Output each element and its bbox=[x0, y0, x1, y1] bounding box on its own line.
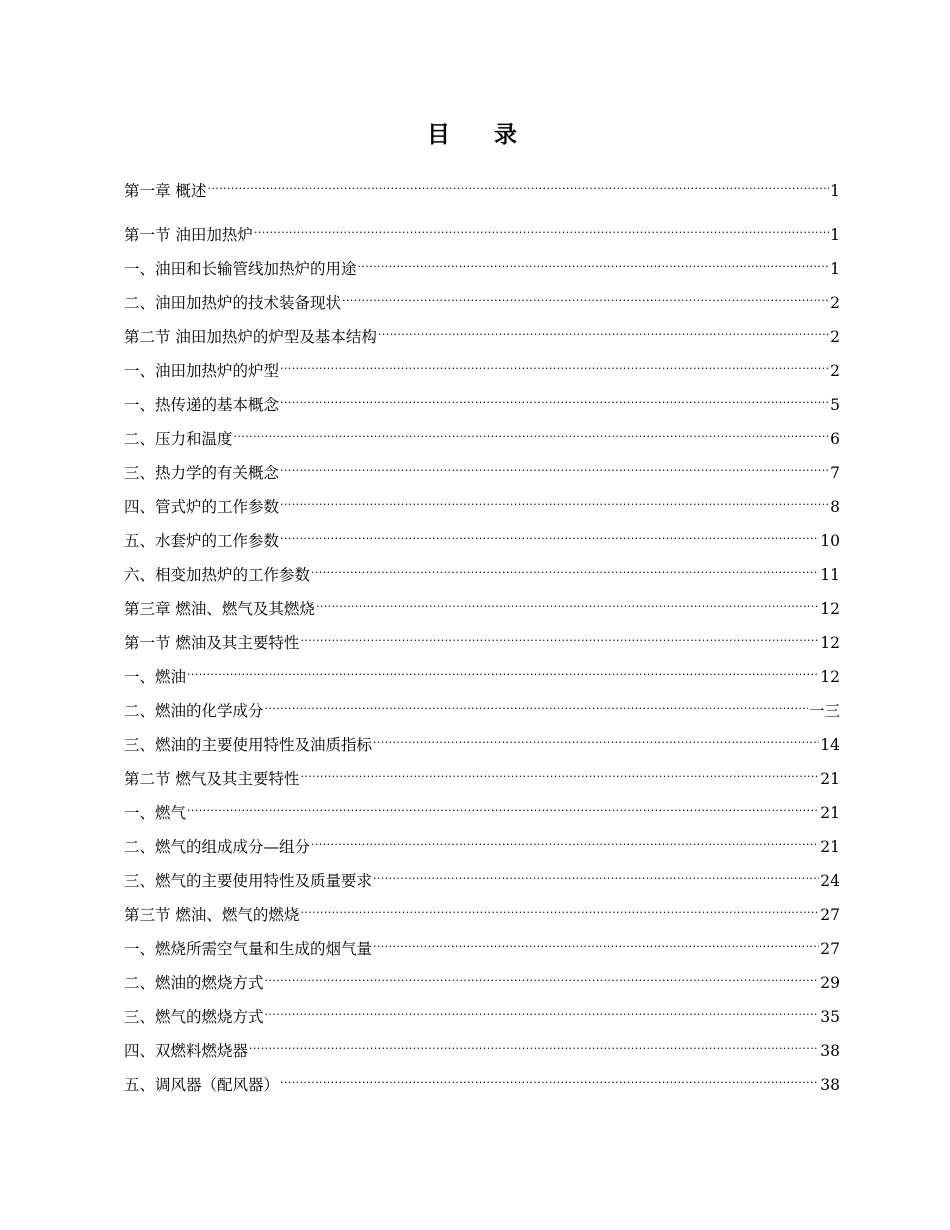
toc-entry[interactable] bbox=[124, 658, 840, 686]
toc-entry-page-number: 1 bbox=[830, 260, 840, 278]
toc-entry[interactable] bbox=[124, 386, 840, 414]
toc-entry-label: 第二节 油田加热炉的炉型及基本结构 bbox=[124, 328, 377, 346]
toc-entry-label: 五、调风器（配风器） bbox=[124, 1076, 280, 1094]
toc-entry-page-number: 8 bbox=[830, 498, 840, 516]
toc-entry-page-number: 10 bbox=[820, 532, 840, 550]
toc-dot-leader bbox=[300, 896, 819, 920]
toc-entry-label: 六、相变加热炉的工作参数 bbox=[124, 566, 311, 584]
toc-dot-leader bbox=[316, 590, 819, 614]
toc-entry-label: 三、热力学的有关概念 bbox=[124, 464, 280, 482]
toc-entry-label: 二、油田加热炉的技术装备现状 bbox=[124, 294, 342, 312]
toc-entry-page-number: 12 bbox=[820, 668, 840, 686]
toc-entry-page-number: 1 bbox=[830, 226, 840, 244]
toc-entry[interactable] bbox=[124, 1032, 840, 1060]
toc-entry[interactable] bbox=[124, 318, 840, 346]
toc-entry[interactable] bbox=[124, 624, 840, 652]
toc-entry-label: 三、燃气的主要使用特性及质量要求 bbox=[124, 872, 373, 890]
toc-entry[interactable] bbox=[124, 964, 840, 992]
toc-dot-leader bbox=[280, 488, 829, 512]
toc-entry[interactable] bbox=[124, 896, 840, 924]
toc-dot-leader bbox=[300, 624, 819, 648]
toc-entry-label: 一、燃油 bbox=[124, 668, 187, 686]
toc-entry-label: 第一节 燃油及其主要特性 bbox=[124, 634, 300, 652]
toc-entry-label: 四、双燃料燃烧器 bbox=[124, 1042, 249, 1060]
toc-entry-page-number: 14 bbox=[820, 736, 840, 754]
toc-entry-label: 第三节 燃油、燃气的燃烧 bbox=[124, 906, 300, 924]
toc-entry-label: 一、油田和长输管线加热炉的用途 bbox=[124, 260, 357, 278]
toc-entry-page-number: 一三 bbox=[808, 702, 840, 720]
toc-entry-label: 三、燃气的燃烧方式 bbox=[124, 1008, 264, 1026]
toc-entry[interactable] bbox=[124, 250, 840, 278]
toc-dot-leader bbox=[187, 658, 819, 682]
toc-entry[interactable] bbox=[124, 590, 840, 618]
toc-entry-page-number: 35 bbox=[820, 1008, 840, 1026]
toc-entry-page-number: 12 bbox=[820, 634, 840, 652]
toc-dot-leader bbox=[187, 794, 819, 818]
toc-entry[interactable] bbox=[124, 522, 840, 550]
toc-entry-label: 四、管式炉的工作参数 bbox=[124, 498, 280, 516]
toc-entry-page-number: 29 bbox=[820, 974, 840, 992]
toc-entry-page-number: 2 bbox=[830, 362, 840, 380]
toc-dot-leader bbox=[234, 420, 830, 444]
toc-entry-label: 二、燃油的燃烧方式 bbox=[124, 974, 264, 992]
toc-dot-leader bbox=[342, 284, 829, 308]
toc-entry[interactable] bbox=[124, 352, 840, 380]
toc-dot-leader bbox=[265, 998, 820, 1022]
toc-dot-leader bbox=[300, 760, 819, 784]
toc-entry-label: 一、热传递的基本概念 bbox=[124, 396, 280, 414]
toc-entry[interactable] bbox=[124, 726, 840, 754]
toc-entry-page-number: 12 bbox=[820, 600, 840, 618]
toc-entry-page-number: 38 bbox=[820, 1076, 840, 1094]
toc-entry-page-number: 11 bbox=[820, 566, 840, 584]
toc-dot-leader bbox=[280, 386, 829, 410]
toc-entry[interactable] bbox=[124, 172, 840, 200]
toc-dot-leader bbox=[311, 828, 819, 852]
toc-entry-page-number: 1 bbox=[830, 182, 840, 200]
toc-dot-leader bbox=[373, 862, 819, 886]
toc-entry-label: 第一节 油田加热炉 bbox=[124, 226, 253, 244]
toc-entry-page-number: 27 bbox=[820, 940, 840, 958]
toc-entry-label: 第一章 概述 bbox=[124, 182, 207, 200]
toc-entry[interactable] bbox=[124, 488, 840, 516]
toc-dot-leader bbox=[280, 352, 829, 376]
toc-dot-leader bbox=[358, 250, 830, 274]
toc-dot-leader bbox=[265, 692, 808, 716]
toc-dot-leader bbox=[280, 1066, 819, 1090]
toc-entry-page-number: 27 bbox=[820, 906, 840, 924]
toc-dot-leader bbox=[280, 454, 829, 478]
toc-entry-page-number: 24 bbox=[820, 872, 840, 890]
toc-entry[interactable] bbox=[124, 1066, 840, 1094]
toc-entry[interactable] bbox=[124, 216, 840, 244]
toc-entry[interactable] bbox=[124, 454, 840, 482]
toc-dot-leader bbox=[254, 216, 829, 240]
toc-entry-label: 二、燃油的化学成分 bbox=[124, 702, 264, 720]
toc-entry-page-number: 38 bbox=[820, 1042, 840, 1060]
toc-entry-label: 第三章 燃油、燃气及其燃烧 bbox=[124, 600, 315, 618]
toc-entry-page-number: 6 bbox=[830, 430, 840, 448]
toc-dot-leader bbox=[207, 172, 829, 196]
toc-entry-page-number: 21 bbox=[820, 770, 840, 788]
toc-entry[interactable] bbox=[124, 930, 840, 958]
toc-entry-label: 二、燃气的组成成分—组分 bbox=[124, 838, 311, 856]
toc-entry[interactable] bbox=[124, 998, 840, 1026]
toc-entry-label: 一、燃气 bbox=[124, 804, 187, 822]
toc-dot-leader bbox=[378, 318, 829, 342]
toc-entry[interactable] bbox=[124, 284, 840, 312]
toc-entry[interactable] bbox=[124, 862, 840, 890]
toc-entry-label: 一、油田加热炉的炉型 bbox=[124, 362, 280, 380]
toc-dot-leader bbox=[311, 556, 819, 580]
toc-entry-page-number: 21 bbox=[820, 838, 840, 856]
toc-entry-page-number: 21 bbox=[820, 804, 840, 822]
toc-dot-leader bbox=[373, 930, 819, 954]
toc-dot-leader bbox=[265, 964, 820, 988]
toc-entry[interactable] bbox=[124, 794, 840, 822]
toc-entry-label: 二、压力和温度 bbox=[124, 430, 233, 448]
toc-dot-leader bbox=[280, 522, 819, 546]
toc-entry-label: 一、燃烧所需空气量和生成的烟气量 bbox=[124, 940, 373, 958]
toc-entry-page-number: 2 bbox=[830, 294, 840, 312]
toc-entry[interactable] bbox=[124, 828, 840, 856]
toc-entry[interactable] bbox=[124, 692, 840, 720]
toc-entry-label: 第二节 燃气及其主要特性 bbox=[124, 770, 300, 788]
toc-dot-leader bbox=[249, 1032, 819, 1056]
toc-entry-page-number: 5 bbox=[830, 396, 840, 414]
toc-entry-page-number: 2 bbox=[830, 328, 840, 346]
toc-entry-label: 三、燃油的主要使用特性及油质指标 bbox=[124, 736, 373, 754]
toc-entry-page-number: 7 bbox=[830, 464, 840, 482]
toc-dot-leader bbox=[373, 726, 819, 750]
toc-entry[interactable] bbox=[124, 760, 840, 788]
toc-entry-label: 五、水套炉的工作参数 bbox=[124, 532, 280, 550]
toc-entry[interactable] bbox=[124, 556, 840, 584]
toc-entry[interactable] bbox=[124, 420, 840, 448]
toc-title: 目 录 bbox=[426, 122, 535, 148]
